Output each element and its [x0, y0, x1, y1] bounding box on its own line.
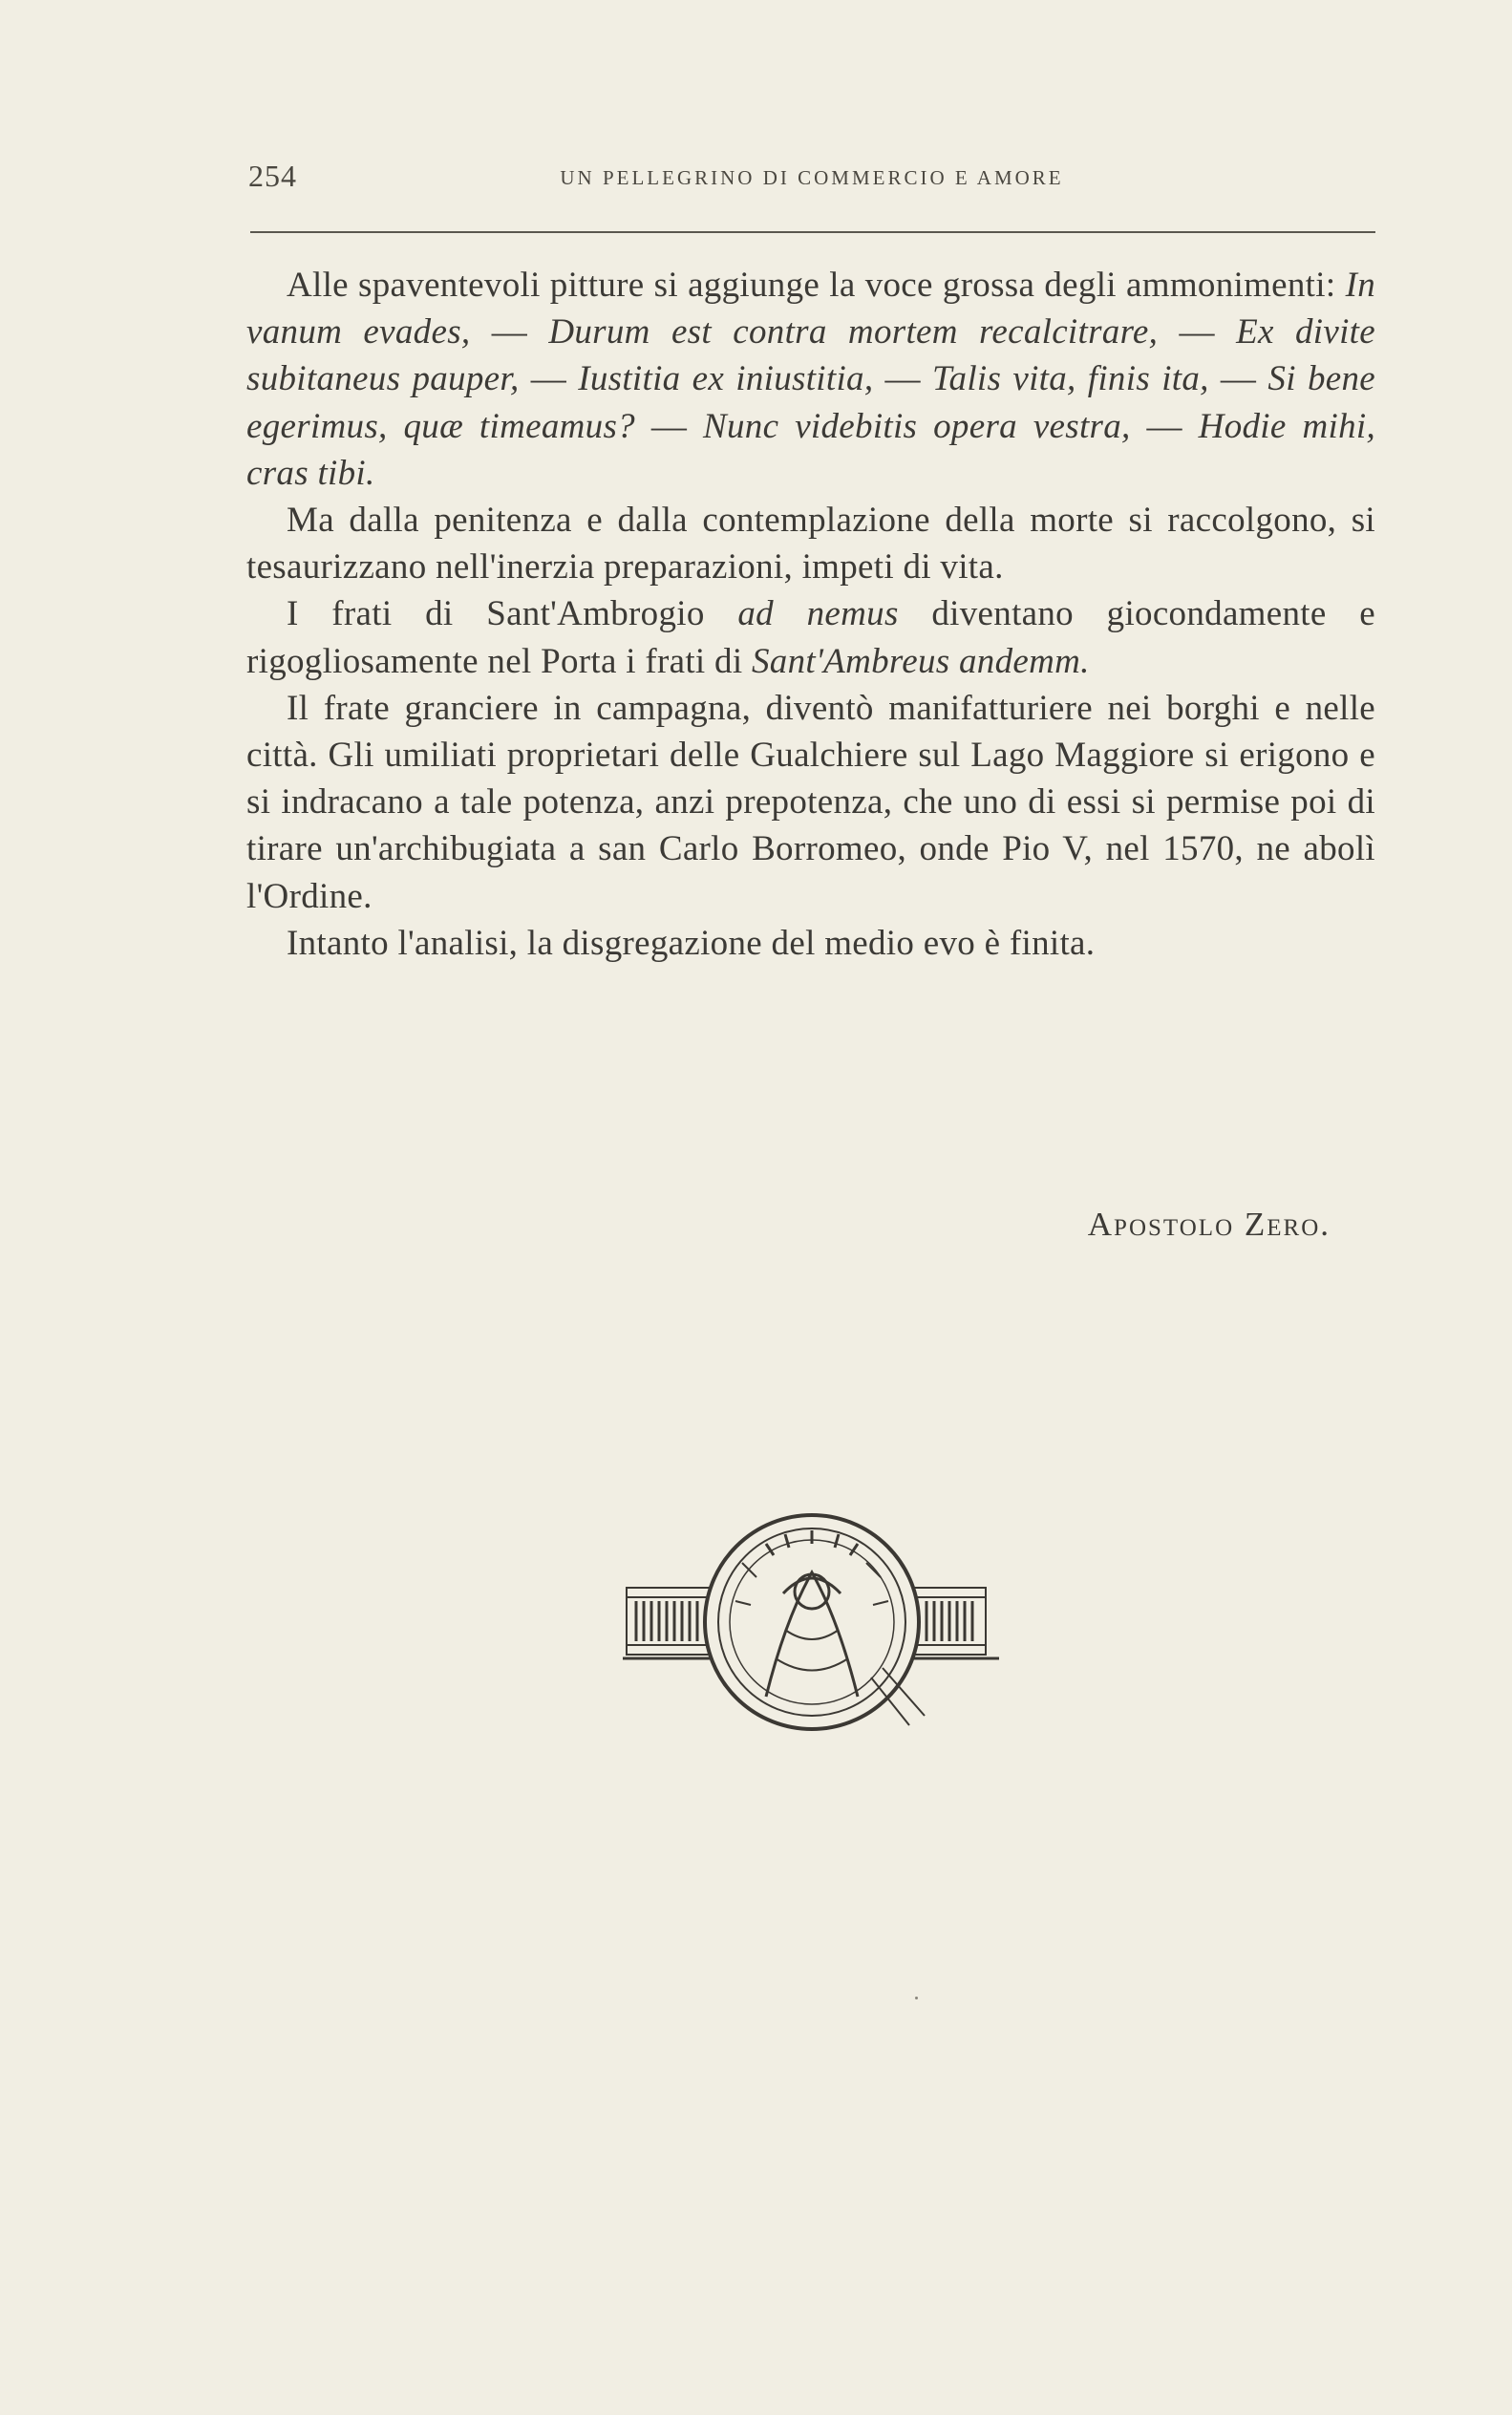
text-run: Intanto l'analisi, la disgregazione del medio evo è finita. [287, 923, 1096, 963]
latin-quote: Ex divite subitaneus pauper, [246, 312, 1375, 399]
latin-quote: Hodie mihi, cras tibi. [246, 406, 1376, 493]
medallion-disc [705, 1515, 925, 1729]
latin-quote: Nunc videbitis opera vestra, [703, 406, 1131, 446]
text-run: I frati di Sant'Ambrogio [287, 594, 738, 634]
dash-separator: — [519, 359, 579, 399]
dash-separator: — [470, 312, 549, 353]
paper-speck [915, 1997, 918, 1999]
header-rule [250, 231, 1375, 233]
paragraph-1 [246, 262, 1375, 497]
text-run: Il frate granciere in campagna, diventò manifatturiere nei borghi e nelle città. Gli umiliati proprietari delle Gualchiere sul Lago Maggiore si erigono e si indracano a tale potenza, anzi prepotenza, che uno di essi si permise poi di tirare un'archibugiata a san Carlo Borromeo, onde Pio V, nel 1570, ne abolì l'Ordine. [246, 688, 1375, 916]
coin-medallion-emblem-icon [623, 1506, 1001, 1735]
dash-separator: — [634, 406, 704, 446]
text-run: diventano giocondamente e rigogliosamente nel Porta i frati di [246, 594, 1375, 681]
paragraph-4 [246, 685, 1375, 920]
paragraph-3 [246, 590, 1375, 684]
paragraph-2 [246, 497, 1375, 590]
running-title: UN PELLEGRINO DI COMMERCIO E AMORE [560, 166, 1064, 189]
text-run: Ma dalla penitenza e dalla contemplazione della morte si raccolgono, si tesaurizzano nell'inerzia preparazioni, impeti di vita. [246, 501, 1375, 588]
latin-quote: ad nemus [737, 594, 899, 634]
page-number: 254 [248, 159, 297, 193]
dash-separator: — [873, 359, 933, 399]
dash-separator: — [1208, 359, 1268, 399]
body-text [246, 262, 1375, 967]
dialect-quote: Sant'Ambreus andemm. [751, 641, 1090, 681]
page-header [248, 159, 1375, 206]
latin-quote: Talis vita, finis ita, [932, 359, 1209, 399]
latin-quote: Iustitia ex iniustitia, [578, 359, 874, 399]
text-run: Alle spaventevoli pitture si aggiunge la voce grossa degli ammonimenti: [287, 266, 1346, 305]
latin-quote: Durum est contra mortem recalcitrare, [548, 312, 1159, 353]
author-signature: Apostolo Zero. [1087, 1206, 1331, 1243]
dash-separator: — [1130, 406, 1199, 446]
dash-separator: — [1158, 312, 1237, 353]
latin-quote: Si bene egerimus, quæ timeamus? [246, 359, 1375, 446]
paragraph-5 [246, 920, 1375, 967]
latin-quote: In vanum evades, [246, 266, 1375, 353]
